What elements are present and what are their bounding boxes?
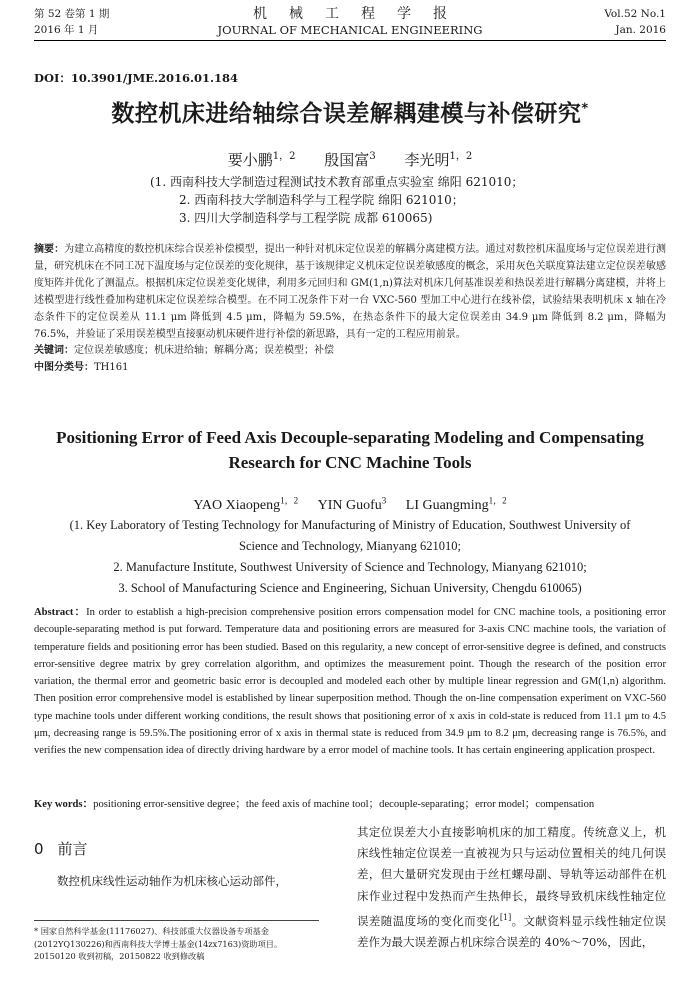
citation-ref: [1] — [499, 912, 512, 922]
section-heading — [34, 838, 339, 859]
author-cn: 要小鹏$^{1,2}$ — [227, 151, 296, 169]
authors-en — [0, 493, 700, 514]
keywords-en-label: Key words： — [34, 799, 94, 810]
title-cn — [20, 95, 680, 128]
running-header — [34, 6, 666, 42]
author-cn: 李光明$^{1,2}$ — [404, 151, 473, 169]
header-journal — [34, 6, 666, 38]
journal-name-en: JOURNAL OF MECHANICAL ENGINEERING — [217, 23, 483, 37]
affiliation-en: (1. Key Laboratory of Testing Technology for Manufacturing of Ministry of Education, Southwest University of Science and Technology, Mianyang 621010; — [69, 518, 631, 553]
footnote: * 国家自然科学基金(11176027)、科技部重大仪器设备专项基金(2012YQ130226)和西南科技大学博士基金(14zx7163)资助项目。20150120 收到初稿，20150822 收到修改稿 — [34, 920, 319, 963]
author-cn: 殷国富$^3$ — [324, 151, 376, 169]
keywords-cn — [34, 342, 666, 359]
body-paragraph-left: 数控机床线性运动轴作为机床核心运动部件， — [57, 874, 287, 888]
section-title: 前言 — [57, 840, 88, 858]
affiliations-en — [60, 515, 640, 599]
author-en: YIN Guofu$^3$ — [317, 495, 387, 513]
classification-cn-text: TH161 — [94, 362, 129, 373]
header-vol-no: Vol.52 No.1 — [604, 8, 666, 20]
title-footnote-mark: * — [581, 101, 589, 117]
header-rule — [34, 40, 666, 41]
classification-cn-label: 中图分类号： — [34, 362, 94, 373]
abstract-en — [34, 604, 666, 760]
header-date-cn: 2016 年 1 月 — [34, 24, 99, 36]
header-date-en: Jan. 2016 — [615, 24, 666, 36]
left-column — [34, 822, 339, 892]
authors-cn — [0, 147, 700, 170]
keywords-en-text: positioning error-sensitive degree；the feed axis of machine tool；decouple-separating；error model；compensation — [93, 799, 595, 810]
header-right — [604, 6, 666, 38]
author-en: LI Guangming$^{1,2}$ — [405, 495, 507, 513]
affiliation-en: 2. Manufacture Institute, Southwest University of Science and Technology, Mianyang 621010; — [113, 560, 587, 574]
abstract-cn-label: 摘要： — [34, 244, 65, 255]
author-en: YAO Xiaopeng$^{1,2}$ — [193, 495, 299, 513]
abstract-cn-text: 为建立高精度的数控机床综合误差补偿模型，提出一种针对机床定位误差的解耦分离建模方法。通过对数控机床温度场与定位误差进行测量，研究机床在不同工况下温度场与定位误差的变化规律，基于该规律定义机床定位误差敏感度的概念，采用灰色关联度算法建立定位误差敏感度矩阵并优化了测温点。根据机床定位误差变化规律，利用多元回归和 GM(1,n)算法对机床几何基准误差和热误差进行解耦分离建模，并将上述模型进行线性叠加构建机床定位误差综合模型。在不同工况条件下对一台 VXC-560 型加工中心进行在线补偿，试验结果表明机床 x 轴在冷态条件下的定位误差从 11.1 μm 降低到 4.5 μm，降幅为 59.5%，在热态条件下的最大定位误差由 34.9 μm 降低到 8.2 μm，降幅为 76.5%，并验证了采用误差模型直接驱动机床硬件进行补偿的新思路，具有一定的工程应用前景。 — [34, 244, 667, 340]
affiliations-cn — [150, 173, 640, 227]
affiliation-cn: 3. 四川大学制造科学与工程学院 成都 610065) — [179, 211, 433, 225]
keywords-en — [34, 796, 666, 813]
affiliation-cn: 2. 西南科技大学制造科学与工程学院 绵阳 621010； — [179, 193, 464, 207]
doi: DOI：10.3901/JME.2016.01.184 — [34, 71, 239, 85]
journal-name-cn: 机械工程学报 — [253, 6, 469, 22]
keywords-cn-text: 定位误差敏感度；机床进给轴；解耦分离；误差模型；补偿 — [74, 345, 334, 356]
classification-cn — [34, 359, 666, 376]
affiliation-cn: (1. 西南科技大学制造过程测试技术教育部重点实验室 绵阳 621010； — [150, 175, 524, 189]
abstract-en-text: In order to establish a high-precision comprehensive position errors compensation model for CNC machine tools, a positioning error decouple-separating method is put forward. Temperature data and positioning errors are measured for 3-axis CNC machine tools, the variation of temperature fields and positioning error has been studied. Based on this regularity, a new concept of error-sensitive degree is defined, and constructs error-sensitive degree matrix by grey correlation algorithm, and optimizes the measurement point. Though the research of the position error variation, the thermal error and geometric basic error is decoupled and modeled each other by multiple linear regression and GM(1,n) algorithm. Then position error comprehensive model is established by linear superposition method. Though the on-line compensation experiment on VXC-560 type machine tools under different working conditions, the result shows that positioning error of x axis in cold-state is reduced from 11.1 μm to 4.5 μm, decreasing range is 59.5%.The positioning error of x axis in thermal state is reduced from 34.9 μm to 8.2 μm, decreasing range is 76.5%, and verifies the new compensation idea of directly driving hardware by a error model of machine tools. It has certain engineering application prospect. — [34, 607, 667, 757]
abstract-cn — [34, 241, 666, 343]
section-number: 0 — [34, 840, 44, 858]
affiliation-en: 3. School of Manufacturing Science and Engineering, Sichuan University, Chengdu 610065) — [118, 581, 582, 595]
body-paragraph-right-cont: 。文献资料显示线性轴定位误差作为最大误差源占机床综合误差的 40%～70%，因此， — [357, 913, 666, 949]
body-paragraph-right: 其定位误差大小直接影响机床的加工精度。传统意义上，机床线性轴定位误差一直被视为只与运动位置相关的纯几何误差，但大量研究发现由于丝杠螺母副、导轨等运动部件在机床作业过程中发热而产生热伸长，最终导致机床线性轴定位误差随温度场的变化而变化 — [357, 825, 666, 928]
title-cn-text: 数控机床进给轴综合误差解耦建模与补偿研究 — [111, 101, 582, 127]
keywords-cn-label: 关键词： — [34, 345, 74, 356]
header-volume: 第 52 卷第 1 期 — [34, 8, 110, 20]
abstract-en-label: Abstract： — [34, 607, 87, 618]
right-column — [357, 822, 666, 953]
title-en: Positioning Error of Feed Axis Decouple-separating Modeling and Compensating Research for CNC Machine Tools — [56, 428, 644, 472]
